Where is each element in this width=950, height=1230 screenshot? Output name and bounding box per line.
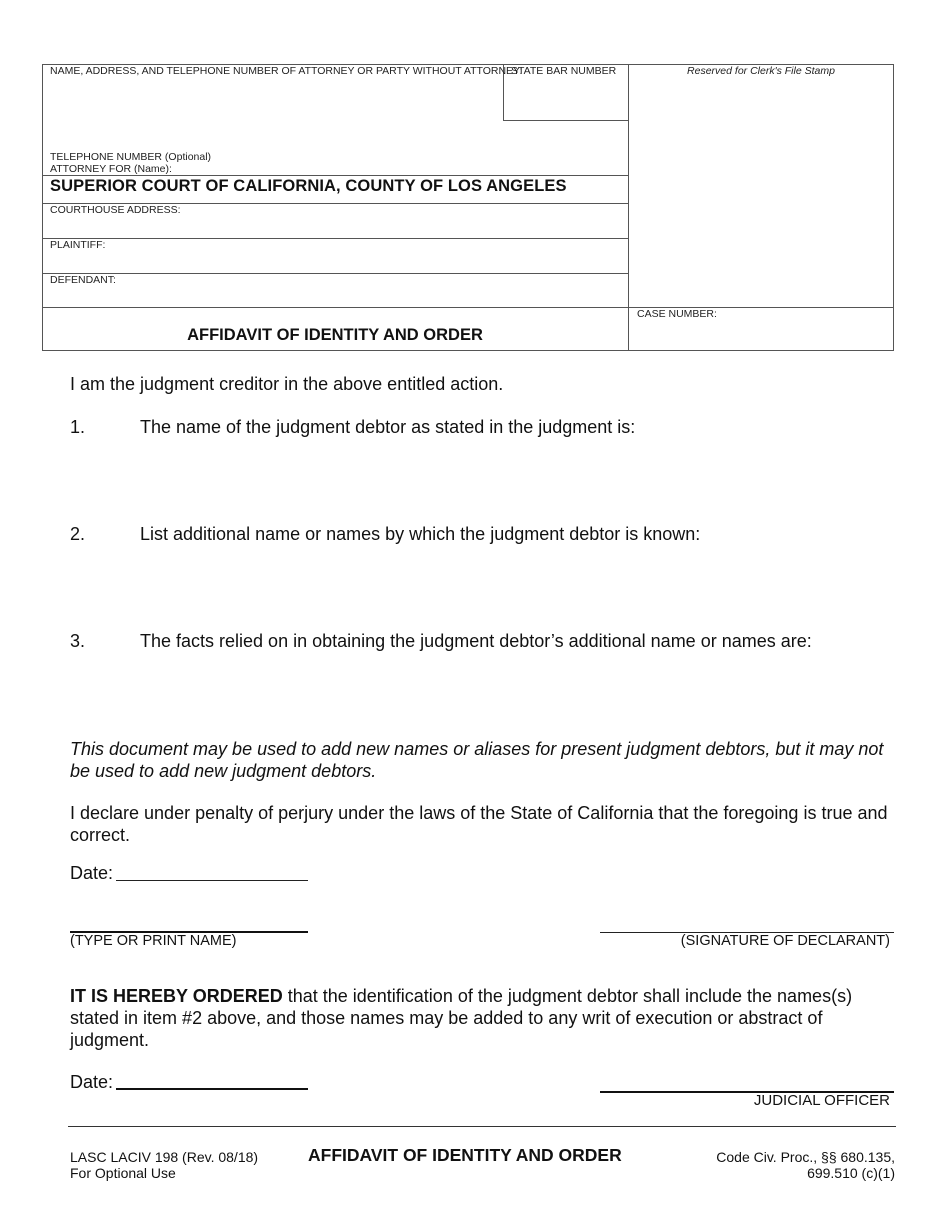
telephone-label: TELEPHONE NUMBER (Optional) <box>50 151 212 163</box>
item-3-text: The facts relied on in obtaining the judgment debtor’s additional name or names are: <box>140 631 812 651</box>
optional-use: For Optional Use <box>70 1165 176 1181</box>
court-name: SUPERIOR COURT OF CALIFORNIA, COUNTY OF LOS ANGELES <box>50 177 567 195</box>
item-1-text: The name of the judgment debtor as stated in the judgment is: <box>140 417 636 437</box>
item-2-text: List additional name or names by which the judgment debtor is known: <box>140 524 701 544</box>
order-rest: that the identification of the judgment debtor shall include the names(s) stated in item #2 above, and those names may be added to any writ of execution or abstract of judgment. <box>70 986 853 1050</box>
courthouse-label: COURTHOUSE ADDRESS: <box>50 204 181 216</box>
order-bold: IT IS HEREBY ORDERED <box>70 986 283 1006</box>
state-bar-bottom <box>503 120 628 121</box>
state-bar-label: STATE BAR NUMBER <box>511 65 617 77</box>
item-2-number: 2. <box>70 524 86 544</box>
clerk-stamp-label: Reserved for Clerk's File Stamp <box>687 65 835 77</box>
date-label-2: Date: <box>70 1072 114 1092</box>
plaintiff-bottom <box>42 273 628 274</box>
signature-label: (SIGNATURE OF DECLARANT) <box>680 933 890 949</box>
order-text <box>70 985 895 1051</box>
plaintiff-label: PLAINTIFF: <box>50 239 106 251</box>
judicial-officer-label: JUDICIAL OFFICER <box>753 1092 890 1109</box>
form-title: AFFIDAVIT OF IDENTITY AND ORDER <box>187 326 483 344</box>
notice-text: This document may be used to add new names or aliases for present judgment debtors, but it may not be used to add new judgment debtors. <box>70 739 884 781</box>
defendant-bottom <box>42 307 894 308</box>
courthouse-bottom <box>42 238 628 239</box>
code-line-2: 699.510 (c)(1) <box>807 1165 895 1181</box>
declaration-text: I declare under penalty of perjury under the laws of the State of California that the foregoing is true and correct. <box>70 803 888 845</box>
intro-text: I am the judgment creditor in the above entitled action. <box>70 374 504 394</box>
attorney-label: NAME, ADDRESS, AND TELEPHONE NUMBER OF ATTORNEY OR PARTY WITHOUT ATTORNEY: <box>50 65 523 77</box>
defendant-label: DEFENDANT: <box>50 274 116 286</box>
footer-rule <box>68 1126 896 1127</box>
case-number-label: CASE NUMBER: <box>637 308 717 320</box>
item-1-number: 1. <box>70 417 86 437</box>
form-id: LASC LACIV 198 (Rev. 08/18) <box>70 1149 259 1165</box>
item-3-number: 3. <box>70 631 86 651</box>
attorney-section-bottom <box>42 175 628 176</box>
footer-title: AFFIDAVIT OF IDENTITY AND ORDER <box>308 1145 622 1165</box>
type-name-label: (TYPE OR PRINT NAME) <box>70 933 237 949</box>
code-line-1: Code Civ. Proc., §§ 680.135, <box>716 1149 895 1165</box>
date-label: Date: <box>70 863 114 883</box>
date-line-2[interactable] <box>116 1088 308 1090</box>
date-line[interactable] <box>116 880 308 881</box>
attorney-for-label: ATTORNEY FOR (Name): <box>50 163 172 175</box>
